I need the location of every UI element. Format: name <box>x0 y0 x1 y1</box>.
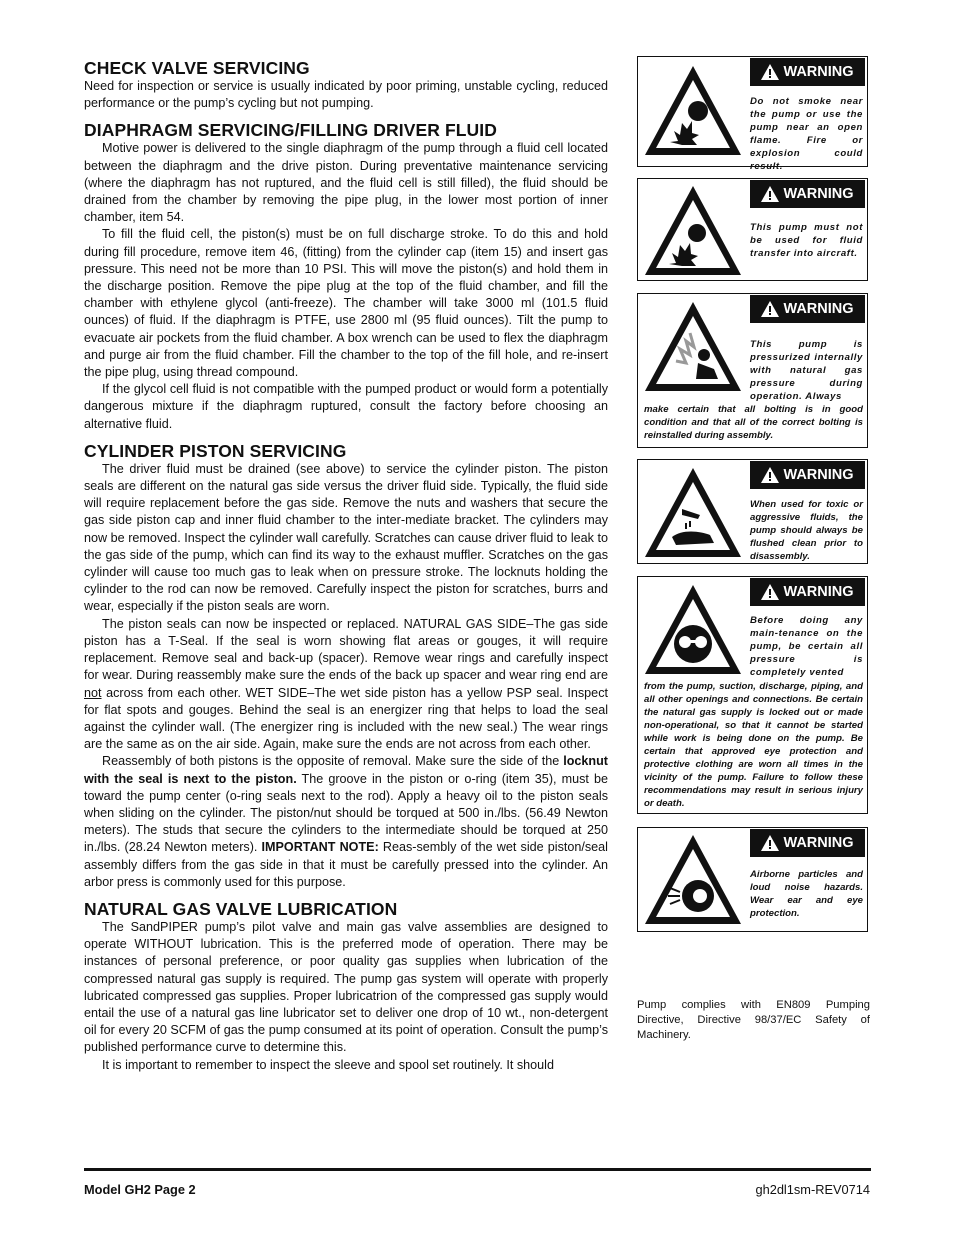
cylinder-p2-text-a: The piston seals can now be inspected or replaced. NATURAL GAS SIDE–The gas side piston has a T-Seal. If the seal is worn showing flat areas or gouges, it will require replacement. Remove seal and back-up (spacer). Remove wear rings and carefully inspect for wear. During reassembly make sure the ends of the back up spacer and wear ring end are <box>84 616 608 683</box>
warning-badge <box>750 461 865 489</box>
warning-text: Before doing any main-tenance on the pump, be certain all pressure is completely vented <box>750 615 863 678</box>
cylinder-p2-text-b: across from each other. WET SIDE–The wet side piston has a yellow PSP seal. Inspect for flat spots and gouges. Behind the seal is an energizer ring that helps to load the seal against the cylinder wall. (The energizer ring is included with the new seal.) The wear rings are the same as on the air side. Again, make sure the ends are not across from each other. <box>84 685 608 752</box>
footer-rule <box>84 1168 871 1171</box>
lubrication-paragraph-1: The SandPIPER pump’s pilot valve and main gas valve assemblies are designed to operate WITHOUT lubrication. This is the preferred mode of operation. There may be instances of personal preference, or poor quality gas supplies when lubrication of the compressed natural gas supply is required. The pump gas system will operate with properly lubricated compressed gas supplies. Proper lubricatrion of the compressed gas supply would entail the use of a natural gas line lubricator set to deliver one drop of 10 wt., non-detergent oil for every 20 SCFM of gas the pump consumed at its point of operation. Consult the pump’s published performance curve to determine this. <box>84 919 608 1055</box>
corrosive-hand-icon <box>642 465 744 561</box>
cylinder-p2-underlined-not: not <box>84 685 102 700</box>
cylinder-p3-important-note: IMPORTANT NOTE: <box>261 840 379 855</box>
warning-label: WARNING <box>783 64 854 80</box>
warning-label: WARNING <box>783 584 854 600</box>
warning-box-maintenance <box>637 576 868 814</box>
warning-triangle-icon <box>761 301 779 317</box>
warning-text: When used for toxic or aggressive fluids, the pump should always be flushed clean prior to disassembly. <box>750 499 863 562</box>
warning-label: WARNING <box>783 186 854 202</box>
warning-label: WARNING <box>783 467 854 483</box>
warning-triangle-icon <box>761 584 779 600</box>
warning-box-noise <box>637 827 868 932</box>
warning-box-toxic <box>637 459 868 564</box>
cylinder-p3-text-e: Reas-sembly of the wet side piston/seal assembly differs from the gas side in that it must be carefully pressed into the cylinder. An arbor press is commonly used for this purpose. <box>84 840 608 889</box>
lubrication-paragraph-2: It is important to remember to inspect the sleeve and spool set routinely. It should <box>102 1057 554 1072</box>
warning-badge <box>750 295 865 323</box>
lubrication-section <box>84 899 608 1074</box>
cylinder-p3-bold-locknut: locknut with the seal is next to the piston. <box>84 754 608 786</box>
warning-text-continued: make certain that all bolting is in good condition and that all of the correct bolting is reinstalled during assembly. <box>644 404 863 441</box>
warning-triangle-icon <box>761 467 779 483</box>
cylinder-section <box>84 441 608 891</box>
warning-text: Do not smoke near the pump or use the pump near an open flame. Fire or explosion could result. <box>750 96 863 172</box>
fire-explosion-icon <box>642 63 744 159</box>
ear-protection-icon <box>642 832 744 928</box>
warning-text: This pump must not be used for fluid transfer into aircraft. <box>750 222 863 259</box>
warning-text-continued: from the pump, suction, discharge, piping, and all other openings and connections. Be certain the natural gas supply is locked out or made non-operational, so that it cannot be started while work is being done on the pump. Be certain that approved eye protection and protective clothing are worn all times in the vicinity of the pump. Failure to follow these recommendations may result in serious injury or death. <box>644 681 863 809</box>
footer-model-page: Model GH2 Page 2 <box>84 1182 196 1197</box>
cylinder-p3-text-a: Reassembly of both pistons is the opposite of removal. Make sure the side of the <box>102 754 564 769</box>
cylinder-heading: CYLINDER PISTON SERVICING <box>84 440 347 461</box>
warning-box-aircraft <box>637 178 868 281</box>
diaphragm-heading: DIAPHRAGM SERVICING/FILLING DRIVER FLUID <box>84 120 497 141</box>
warning-label: WARNING <box>783 301 854 317</box>
cylinder-paragraph-3 <box>84 753 608 891</box>
diaphragm-paragraph-2: To fill the fluid cell, the piston(s) must be on full discharge stroke. To do this and hold during fill procedure, remove item 46, (fitting) from the cylinder cap (item 15) and insert gas pressure. This need not be more than 10 PSI. This will move the piston(s) and hold them in the discharge position. Remove the pipe plug at the top of the fluid chamber, and fill the chamber with ethylene glycol (anti-freeze). The chamber will take 3000 ml (101.5 fluid ounces) of fluid. If the diaphragm is PTFE, use 2800 ml (95 fluid ounces). Tilt the pump to evacuate air pockets from the fluid chamber. A box wrench can be used to flex the diaphragm and purge air from the fluid chamber. Fill the chamber to the top of the fill hole, and re-insert the pipe plug, using thread compound. <box>84 227 608 380</box>
cylinder-paragraph-1: The driver fluid must be drained (see above) to service the cylinder piston. The piston seals are different on the natural gas side versus the driver fluid side. Typically, the fluid side will require replacement before the gas side. Remove the nuts and washers that secure the gas side piston cap and inner fluid chamber to the inter-mediate bracket. The cylinders may now be removed. Inspect the cylinder wall carefully. Scratches can cause driver fluid to leak to the gas side of the pump, which can find its way to the exhaust muffler. Scratches on the gas cylinder will cause too much gas to leak when on pressure stroke. The locknuts holding the cylinder to the rod can now be removed. Carefully inspect the piston for scratches, burrs and wear, especially if the piston seals are worn. <box>84 461 608 614</box>
check-valve-heading: CHECK VALVE SERVICING <box>84 58 310 78</box>
warning-badge <box>750 58 865 86</box>
warning-badge <box>750 180 865 208</box>
explosion-icon <box>642 183 744 279</box>
cylinder-p3-text-c: The groove in the piston or o-ring (item 35), must be toward the pump center (o-ring seals next to the rod). Apply a heavy oil to the piston seals when sliding on the cylinder. The piston/nut should be torqued at 500 in./lbs. (56.49 Newton meters). The studs that secure the cylinders to the intermediate should be torqued at 250 in./lbs. (28.24 Newton meters). <box>84 771 608 855</box>
footer-document-code: gh2dl1sm-REV0714 <box>755 1182 870 1197</box>
main-text-column <box>84 58 608 1082</box>
warning-badge <box>750 578 865 606</box>
warning-triangle-icon <box>761 186 779 202</box>
eye-protection-icon <box>642 582 744 678</box>
diaphragm-paragraph-3: If the glycol cell fluid is not compatible with the pumped product or would form a potentially dangerous mixture if the diaphragm ruptured, consult the factory before choosing an alternative fluid. <box>84 382 608 431</box>
warning-box-pressurized <box>637 293 868 448</box>
check-valve-section <box>84 58 608 112</box>
check-valve-paragraph: Need for inspection or service is usually indicated by poor priming, unstable cycling, reduced performance or the pump’s cycling but not pumping. <box>84 79 608 111</box>
warning-badge <box>750 829 865 857</box>
diaphragm-section <box>84 120 608 432</box>
diaphragm-paragraph-1: Motive power is delivered to the single diaphragm of the pump through a fluid cell located between the diaphragm and the drive piston. During preventative maintenance servicing (where the diaphragm has not ruptured, and the fluid cell is still filled), the fluid should be drained from the chamber by removing the pipe plug, in the lower most portion of inner chamber, item 54. <box>84 141 608 225</box>
compliance-note: Pump complies with EN809 Pumping Directive, Directive 98/37/EC Safety of Machinery. <box>637 999 870 1042</box>
pressurized-burst-icon <box>642 299 744 395</box>
warning-label: WARNING <box>783 835 854 851</box>
warning-triangle-icon <box>761 835 779 851</box>
warning-text: This pump is pressurized internally with natural gas pressure during operation. Always <box>750 339 863 402</box>
cylinder-paragraph-2 <box>84 616 608 754</box>
warning-box-smoking <box>637 56 868 172</box>
lubrication-heading: NATURAL GAS VALVE LUBRICATION <box>84 898 398 919</box>
warning-text: Airborne particles and loud noise hazards. Wear ear and eye protection. <box>750 869 863 919</box>
warning-triangle-icon <box>761 64 779 80</box>
